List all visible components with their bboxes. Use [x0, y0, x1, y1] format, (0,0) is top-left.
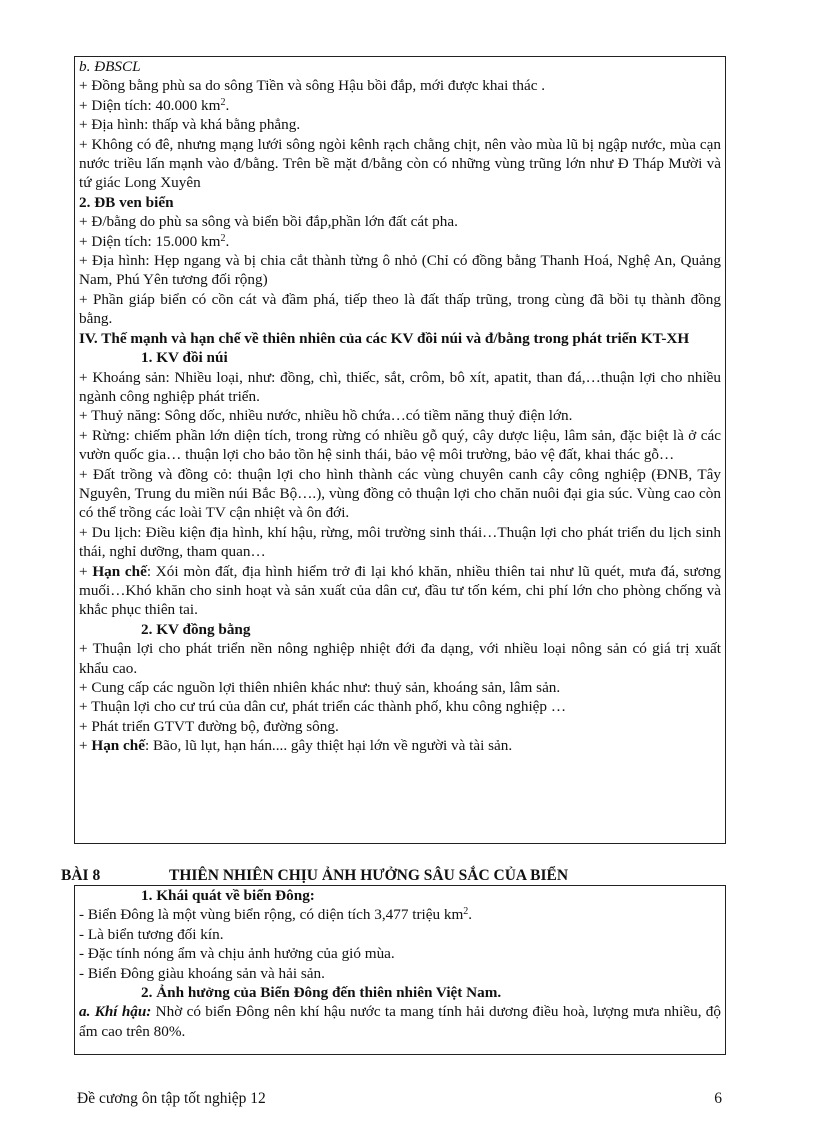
section-2-terrain: + Địa hình: Hẹp ngang và bị chia cắt thành từng ô nhỏ (Chỉ có đồng bằng Thanh Hoá, Nghệ An, Quảng Nam, Phú Yên tương đối rộng) [79, 252, 721, 289]
section-4-forest: + Rừng: chiếm phần lớn diện tích, trong rừng có nhiều gỗ quý, cây dược liệu, lâm sản, đặc biệt là ở các vườn quốc gia… thuận lợi cho bảo tồn hệ sinh thái, bảo vệ môi trường, bảo vệ đất, khai thác gỗ… [79, 426, 721, 464]
bien-dong-climate-effect: a. Khí hậu: Nhờ có biển Đông nên khí hậu nước ta mang tính hải dương điều hoà, lượng mưa nhiều, độ ẩm cao trên 80%. [79, 1003, 721, 1040]
section-4-settle: + Thuận lợi cho cư trú của dân cư, phát triển các thành phố, khu công nghiệp … [79, 698, 567, 716]
section-4-agri: + Thuận lợi cho phát triển nền nông nghiệp nhiệt đới đa dạng, với nhiều loại nông sản có giá trị xuất khẩu cao. [79, 640, 721, 677]
section-4-limit2: + Hạn chế: Bão, lũ lụt, hạn hán.... gây thiệt hại lớn về người và tài sản. [79, 737, 513, 755]
footer-title: Đề cương ôn tập tốt nghiệp 12 [77, 1090, 266, 1107]
page-number: 6 [714, 1090, 722, 1107]
lesson-title [61, 866, 761, 886]
section-4-sub2: 2. KV đồng bằng [141, 620, 251, 638]
section-2-area: + Diện tích: 15.000 $km^2$. [79, 232, 230, 250]
bien-dong-sub2: 2. Ảnh hưởng của Biển Đông đến thiên nhiên Việt Nam. [141, 984, 502, 1002]
section-4-sub1: 1. KV đồi núi [141, 349, 228, 367]
section-b-terrain: + Địa hình: thấp và khá bằng phẳng. [79, 116, 301, 134]
bien-dong-rich: - Biển Đông giàu khoáng sản và hải sản. [79, 964, 325, 982]
content-box-bottom [74, 885, 726, 1055]
section-b-area: + Diện tích: 40.000 $km^2$. [79, 96, 230, 114]
section-4-hydro: + Thuỷ năng: Sông dốc, nhiều nước, nhiều hồ chứa…có tiềm năng thuỷ điện lớn. [79, 407, 573, 425]
section-2-line1: + Đ/bằng do phù sa sông và biển bồi đắp,phần lớn đất cát pha. [79, 213, 458, 231]
section-4-minerals: + Khoáng sản: Nhiều loại, như: đồng, chì, thiếc, sắt, crôm, bô xít, apatit, than đá,…thuận lợi cho nhiều ngành công nghiệp phát triển. [79, 368, 721, 405]
bien-dong-climate: - Đặc tính nóng ẩm và chịu ảnh hưởng của gió mùa. [79, 945, 395, 963]
bien-dong-area: - Biển Đông là một vùng biển rộng, có diện tích 3,477 triệu $km^2$. [79, 906, 473, 924]
section-2-coast: + Phần giáp biển có cồn cát và đầm phá, tiếp theo là đất thấp trũng, trong cùng đã bồi tụ thành đồng bằng. [79, 290, 721, 328]
section-b-heading: b. ĐBSCL [79, 58, 141, 75]
content-box-top [74, 56, 726, 844]
section-b-line1: + Đồng bằng phù sa do sông Tiền và sông Hậu bồi đắp, mới được khai thác . [79, 77, 546, 95]
section-2-heading: 2. ĐB ven biển [79, 193, 174, 211]
section-b-desc: + Không có đê, nhưng mạng lưới sông ngòi kênh rạch chằng chịt, nên vào mùa lũ bị ngập nước, mùa cạn nước triều lấn mạnh vào đ/bằng. Trên bề mặt đ/bằng còn có những vùng trũng lớn như Đ Tháp Mười và tứ giác Long Xuyên [79, 135, 721, 192]
lesson-number: BÀI 8 [61, 867, 101, 884]
section-4-heading: IV. Thế mạnh và hạn chế về thiên nhiên của các KV đồi núi và đ/bằng trong phát triển KT-XH [79, 329, 690, 347]
lesson-heading: THIÊN NHIÊN CHỊU ẢNH HƯỞNG SÂU SẮC CỦA BIỂN [169, 867, 569, 884]
section-4-transport: + Phát triển GTVT đường bộ, đường sông. [79, 717, 339, 735]
section-4-resources: + Cung cấp các nguồn lợi thiên nhiên khác như: thuỷ sản, khoáng sản, lâm sản. [79, 679, 561, 696]
page-footer [77, 1089, 722, 1109]
bien-dong-sub1: 1. Khái quát về biển Đông: [141, 887, 315, 904]
bien-dong-enclosed: - Là biển tương đối kín. [79, 925, 224, 943]
section-4-limit1: + Hạn chế: Xói mòn đất, địa hình hiểm trở đi lại khó khăn, nhiều thiên tai như lũ quét, mưa đá, sương muối…Khó khăn cho sinh hoạt và sản xuất của dân cư, đầu tư tốn kém, chi phí lớn cho phòng chống và khắc phục thiên tai. [79, 562, 721, 619]
section-4-land: + Đất trồng và đồng cỏ: thuận lợi cho hình thành các vùng chuyên canh cây công nghiệp (ĐNB, Tây Nguyên, Trung du miền núi Bắc Bộ….), vùng đồng cỏ thuận lợi cho chăn nuôi đại gia súc. Vùng cao còn có thể trồng các loài TV cận nhiệt và ôn đới. [79, 465, 721, 522]
section-4-tourism: + Du lịch: Điều kiện địa hình, khí hậu, rừng, môi trường sinh thái…Thuận lợi cho phát triển du lịch sinh thái, nghỉ dưỡng, tham quan… [79, 523, 721, 561]
